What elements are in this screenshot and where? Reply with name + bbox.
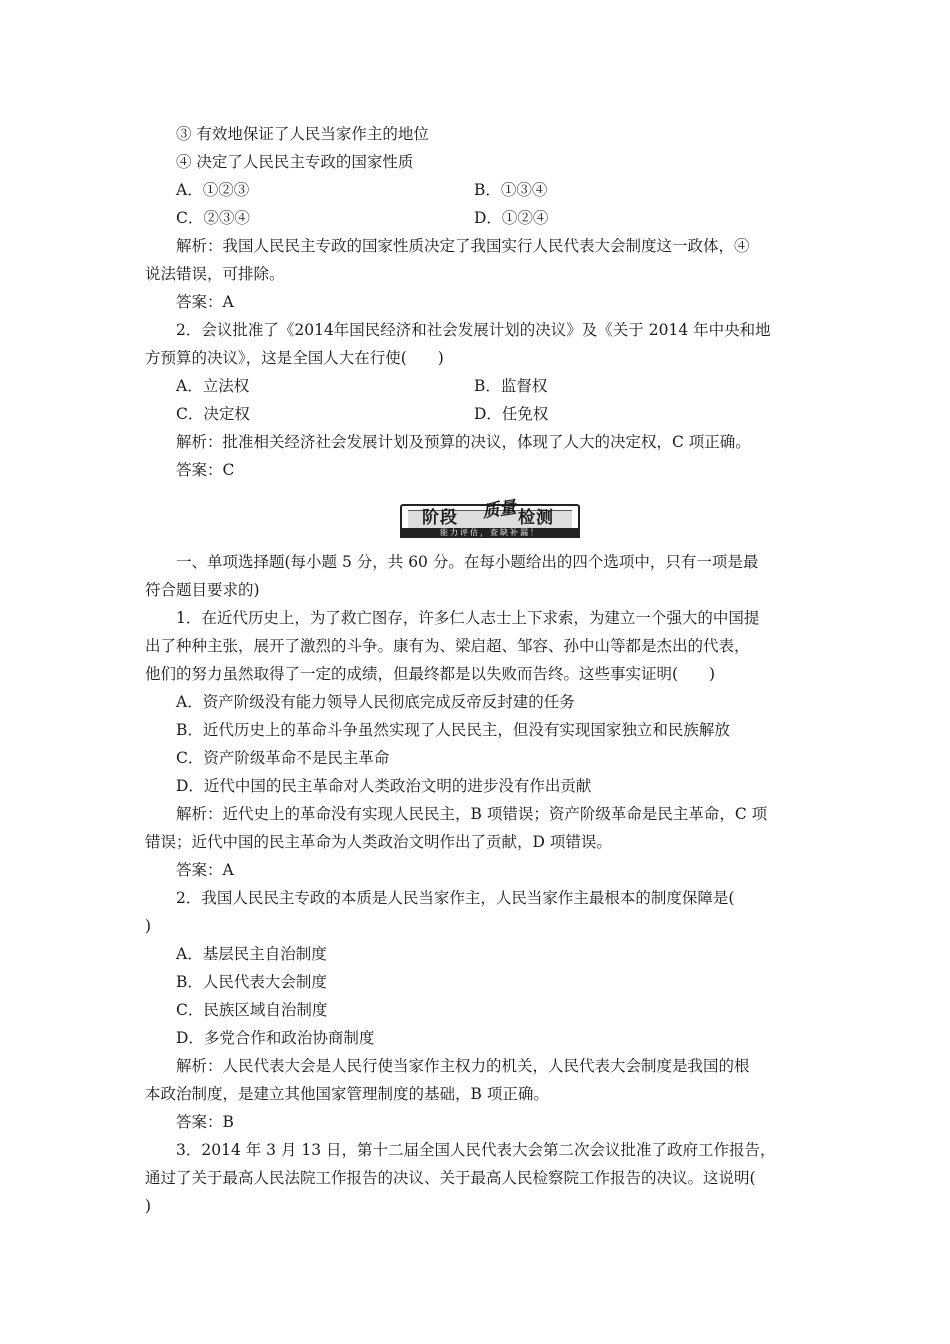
question-2-text: 2．会议批准了《2014年国民经济和社会发展计划的决议》及《关于 2014 年中央和地 [176, 321, 771, 339]
answer-choice-c: C．②③④ [176, 209, 250, 227]
banner-subtitle: 能力评估，查缺补漏！ [400, 528, 580, 538]
analysis-text: 解析：我国人民民主专政的国家性质决定了我国实行人民代表大会制度这一政体，④ [176, 237, 750, 255]
s2-question: 2．我国人民民主专政的本质是人民当家作主，人民当家作主最根本的制度保障是( [176, 889, 735, 907]
section-heading-cont: 符合题目要求的) [145, 581, 260, 599]
s3-question-cont-1: 通过了关于最高人民法院工作报告的决议、关于最高人民检察院工作报告的决议。这说明( [145, 1169, 756, 1187]
question-2-text-cont: 方预算的决议》，这是全国人大在行使( ) [145, 349, 444, 367]
s2-question-cont: ) [145, 917, 152, 935]
option-item-4: ④ 决定了人民民主专政的国家性质 [176, 153, 414, 171]
s2-analysis: 解析：人民代表大会是人民行使当家作主权力的机关，人民代表大会制度是我国的根 [176, 1057, 750, 1075]
s1-choice-a: A．资产阶级没有能力领导人民彻底完成反帝反封建的任务 [176, 693, 575, 711]
q2-analysis: 解析：批准相关经济社会发展计划及预算的决议，体现了人大的决定权，C 项正确。 [176, 433, 751, 451]
answer-choice-a: A．①②③ [176, 181, 250, 199]
s2-analysis-cont: 本政治制度，是建立其他国家管理制度的基础，B 项正确。 [145, 1085, 549, 1103]
s2-choice-d: D．多党合作和政治协商制度 [176, 1029, 375, 1047]
answer-choice-d: D．①②④ [474, 209, 549, 227]
banner-title-right: 检测 [518, 508, 554, 528]
section-banner [400, 498, 580, 538]
s2-choice-a: A．基层民主自治制度 [176, 945, 327, 963]
s3-question: 3．2014 年 3 月 13 日，第十二届全国人民代表大会第二次会议批准了政府工作报告， [176, 1141, 776, 1159]
banner-title-mid: 质量 [481, 497, 518, 523]
answer-text: 答案：A [176, 293, 234, 311]
s1-analysis-cont: 错误；近代中国的民主革命为人类政治文明作出了贡献，D 项错误。 [145, 833, 612, 851]
s1-question: 1．在近代历史上，为了救亡图存，许多仁人志士上下求索，为建立一个强大的中国提 [176, 609, 760, 627]
answer-choice-b: B．①③④ [474, 181, 548, 199]
s2-answer: 答案：B [176, 1113, 234, 1131]
banner-title-left: 阶段 [422, 508, 458, 528]
s1-choice-d: D．近代中国的民主革命对人类政治文明的进步没有作出贡献 [176, 777, 592, 795]
s1-question-cont-2: 他们的努力虽然取得了一定的成绩，但最终都是以失败而告终。这些事实证明( ) [145, 665, 716, 683]
q2-choice-d: D．任免权 [474, 405, 549, 423]
s1-analysis: 解析：近代史上的革命没有实现人民民主，B 项错误；资产阶级革命是民主革命，C 项 [176, 805, 768, 823]
s1-choice-b: B．近代历史上的革命斗争虽然实现了人民民主，但没有实现国家独立和民族解放 [176, 721, 730, 739]
analysis-text-cont: 说法错误，可排除。 [145, 265, 285, 283]
s1-answer: 答案：A [176, 861, 234, 879]
s2-choice-b: B．人民代表大会制度 [176, 973, 327, 991]
q2-answer: 答案：C [176, 461, 235, 479]
q2-choice-a: A．立法权 [176, 377, 250, 395]
q2-choice-b: B．监督权 [474, 377, 548, 395]
option-item-3: ③ 有效地保证了人民当家作主的地位 [176, 125, 429, 143]
s2-choice-c: C．民族区域自治制度 [176, 1001, 328, 1019]
section-heading: 一、单项选择题(每小题 5 分，共 60 分。在每小题给出的四个选项中，只有一项是最 [176, 553, 759, 571]
s3-question-cont-2: ) [145, 1197, 152, 1215]
s1-choice-c: C．资产阶级革命不是民主革命 [176, 749, 390, 767]
s1-question-cont-1: 出了种种主张，展开了激烈的斗争。康有为、梁启超、邹容、孙中山等都是杰出的代表， [145, 637, 750, 655]
q2-choice-c: C．决定权 [176, 405, 250, 423]
